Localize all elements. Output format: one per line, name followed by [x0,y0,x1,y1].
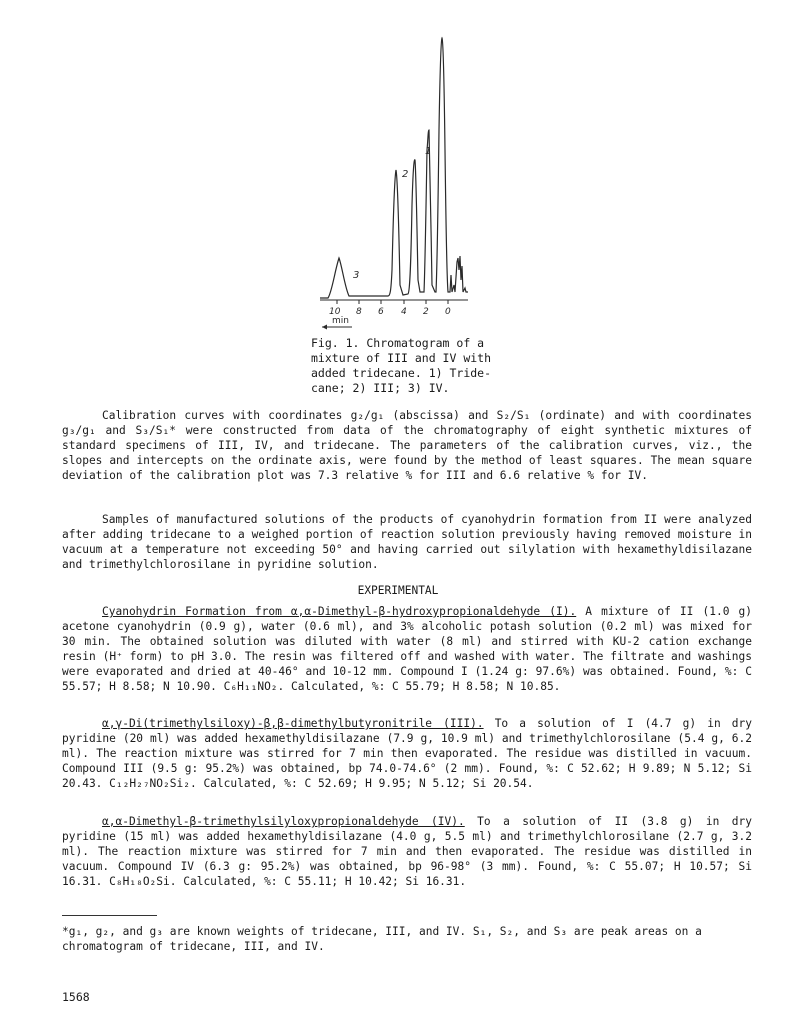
footnote-rule [62,915,157,916]
axis-unit-label: min [332,316,349,326]
procedure-title: α,α-Dimethyl-β-trimethylsilyloxypropionaldehyde (IV). [102,815,465,828]
peak-label-2: 2 [402,169,409,180]
paragraph-text: Calibration curves with coordinates g₂/g₁ (abscissa) and S₂/S₁ (ordinate) and with coordinates g₃/g₁ and S₃/S₁* were constructed from data of the chromatography of eight synthetic mixtures of standard specimens of III, IV, and tridecane. The parameters of the calibration curves, viz., the slopes and intercepts on the ordinate axis, were found by the method of least squares. The mean square deviation of the calibration plot was 7.3 relative % for III and 6.6 relative % for IV. [62,409,752,482]
tick-label: 0 [445,307,451,317]
tick-label: 4 [401,307,407,317]
procedure-text: To a solution of I (4.7 g) in dry pyridine (20 ml) was added hexamethyldisilazane (7.9 g, 10.9 ml) and trimethylchlorosilane (5.4 g, 6.2 ml). The reaction mixture was stirred for 7 min then evaporated. The residue was distilled in vacuum. Compound III (9.5 g: 95.2%) was obtained, bp 74.0-74.6° (2 mm). Found, %: C 52.62; H 9.89; N 5.12; Si 20.43. C₁₂H₂₇NO₂Si₂. Calculated, %: C 52.69; H 9.95; N 5.12; Si 20.54. [62,717,753,790]
peak-label-3: 3 [353,270,360,281]
procedure-text: A mixture of II (1.0 g) acetone cyanohydrin (0.9 g), water (0.6 ml), and 3% alcoholic potash solution (0.2 ml) was mixed for 30 min. The obtained solution was diluted with water (8 ml) and stirred with KU-2 cation exchange resin (H⁺ form) to pH 3.0. The resin was filtered off and washed with water. The filtrate and washings were evaporated and dried at 40-46° and 10-12 mm. Compound I (1.24 g: 97.6%) was obtained. Found, %: C 55.57; H 8.58; N 10.90. C₆H₁₁NO₂. Calculated, %: C 55.79; H 8.58; N 10.85. [62,605,752,693]
axis-ticks [337,300,448,304]
page-number: 1568 [62,990,90,1004]
procedure-title: Cyanohydrin Formation from α,α-Dimethyl-β-hydroxypropionaldehyde (I). [102,605,577,618]
tick-label: 6 [378,307,384,317]
figure-caption: Fig. 1. Chromatogram of a mixture of III and IV with added tridecane. 1) Tride- cane; 2) III; 3) IV. [311,336,492,395]
peak-label-1: 1 [425,146,432,157]
paragraph-text: Samples of manufactured solutions of the products of cyanohydrin formation from II were analyzed after adding tridecane to a weighed portion of reaction solution previously having removed moisture in vacuum at a temperature not exceeding 50° and having carried out silylation with hexamethyldisilazane and trimethylchlorosilane in pyridine solution. [62,513,752,571]
paragraph-samples [62,512,752,572]
procedure-compound-III [62,716,752,791]
tick-label: 10 [329,307,341,317]
procedure-compound-IV [62,814,752,889]
tick-label: 2 [423,307,429,317]
procedure-title: α,γ-Di(trimethylsiloxy)-β,β-dimethylbutyronitrile (III). [102,717,484,730]
tick-label: 8 [356,307,362,317]
section-heading-experimental: EXPERIMENTAL [357,584,439,597]
procedure-cyanohydrin [62,604,752,694]
paragraph-calibration [62,408,752,483]
chromatogram-figure [308,30,478,330]
procedure-text: To a solution of II (3.8 g) in dry pyridine (15 ml) was added hexamethyldisilazane (4.0 g, 5.5 ml) and trimethylchlorosilane (2.7 g, 3.2 ml). The reaction mixture was stirred for 7 min and then evaporated. The residue was distilled in vacuum. Compound IV (6.3 g: 95.2%) was obtained, bp 96-98° (3 mm). Found, %: C 55.07; H 10.57; Si 16.31. C₈H₁₈O₂Si. Calculated, %: C 55.11; H 10.42; Si 16.31. [62,815,752,888]
chromatogram-trace [320,38,468,298]
footnote: *g₁, g₂, and g₃ are known weights of tridecane, III, and IV. S₁, S₂, and S₃ are peak areas on a chromatogram of tridecane, III, and IV. [62,925,702,953]
